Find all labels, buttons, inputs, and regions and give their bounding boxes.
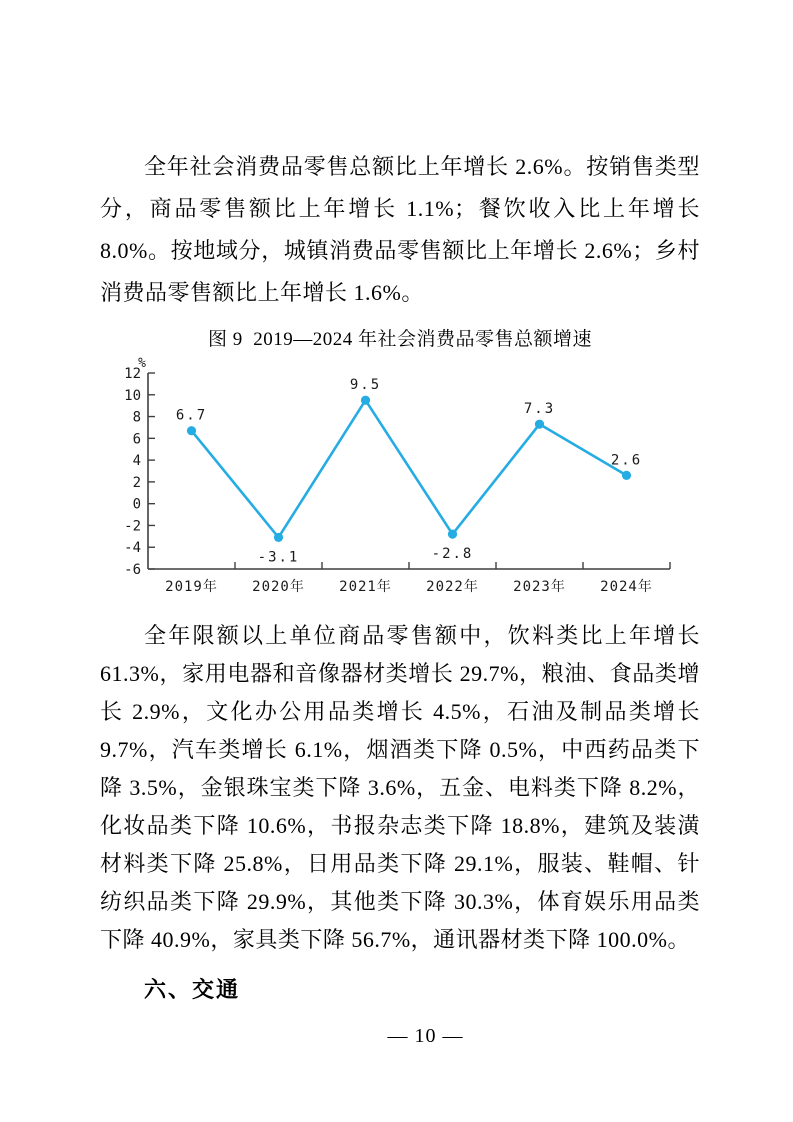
svg-text:9.5: 9.5 [349,377,382,394]
chart-data-labels [176,377,642,565]
svg-text:-2: -2 [124,518,141,535]
paragraph-retail-categories: 全年限额以上单位商品零售额中，饮料类比上年增长 61.3%，家用电器和音像器材类增长 29.7%，粮油、食品类增长 2.9%，文化办公用品类增长 4.5%，石油及制品类增长 9.7%，汽车类增长 6.1%，烟酒类下降 0.5%，中西药品类下降 3.5%，金银珠宝类下降 3.6%，五金、电料类下降 8.2%，化妆品类下降 10.6%，书报杂志类下降 18.8%，建筑及装潢材料类下降 25.8%，日用品类下降 29.1%，服装、鞋帽、针纺织品类下降 29.9%，其他类下降 30.3%，体育娱乐用品类下降 40.9%，家具类下降 56.7%，通讯器材类下降 100.0%。 [100,623,700,952]
svg-text:10: 10 [124,387,141,404]
svg-text:2: 2 [132,474,141,491]
svg-text:2019年: 2019年 [165,579,218,595]
svg-text:-2.8: -2.8 [431,546,474,563]
svg-text:2024年: 2024年 [600,579,653,595]
data-point [361,396,370,405]
svg-text:2021年: 2021年 [339,579,392,595]
svg-text:2020年: 2020年 [252,579,305,595]
paragraph-retail-overview: 全年社会消费品零售总额比上年增长 2.6%。按销售类型分，商品零售额比上年增长 1.1%；餐饮收入比上年增长 8.0%。按地域分，城镇消费品零售额比上年增长 2.6%；乡村消费品零售额比上年增长 1.6%。 [100,154,700,305]
data-point [187,426,196,435]
data-point [535,420,544,429]
svg-text:12: 12 [124,366,141,382]
svg-text:7.3: 7.3 [523,401,556,418]
page-number: — 10 — [387,1025,464,1047]
svg-text:%: % [138,356,146,371]
svg-text:0: 0 [132,496,141,513]
section-heading-transport: 六、交通 [144,977,241,1002]
svg-text:-6: -6 [124,562,141,578]
data-point [448,530,457,539]
retail-growth-line-chart [100,353,700,605]
chart-series [187,396,631,542]
figure-caption: 图 9 2019—2024 年社会消费品零售总额增速 [207,329,592,350]
svg-text:2023年: 2023年 [513,579,566,595]
svg-text:8: 8 [132,409,141,426]
chart-axes [124,356,670,595]
data-point [274,533,283,542]
svg-text:6: 6 [132,431,141,448]
svg-text:2.6: 2.6 [610,452,643,469]
chart-canvas [100,353,700,605]
svg-text:-4: -4 [124,540,141,557]
data-point [622,471,631,480]
svg-text:4: 4 [132,453,141,470]
svg-text:6.7: 6.7 [175,407,208,424]
svg-text:-3.1: -3.1 [257,549,300,566]
svg-text:2022年: 2022年 [426,579,479,595]
